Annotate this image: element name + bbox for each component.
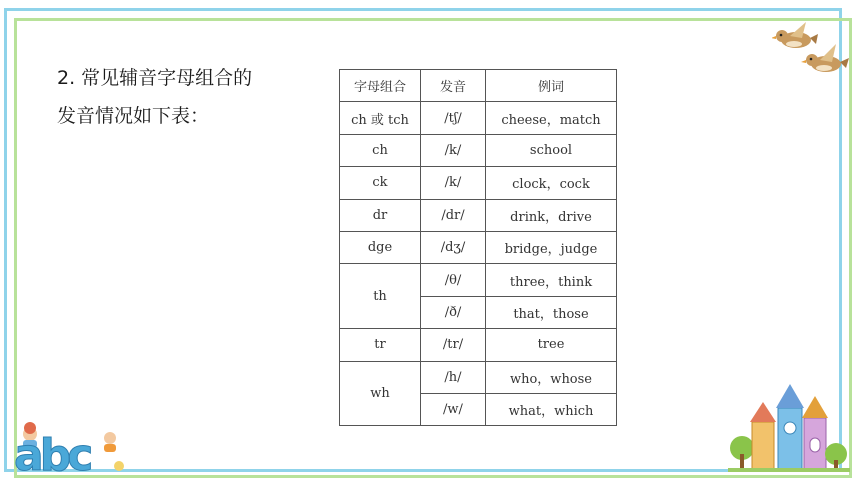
examples-cell: drink，drive — [486, 199, 617, 231]
examples-cell: tree — [486, 329, 617, 361]
table-row — [340, 329, 617, 361]
examples-cell: what，which — [486, 393, 617, 425]
section-heading — [57, 59, 252, 135]
examples-cell: clock，cock — [486, 167, 617, 199]
castle-icon — [728, 378, 850, 474]
heading-line-1: 2. 常见辅音字母组合的 — [57, 67, 253, 89]
phonics-table — [339, 69, 617, 426]
sound-cell: /w/ — [421, 393, 486, 425]
table-row — [340, 102, 617, 134]
examples-cell: three，think — [486, 264, 617, 296]
table-row — [340, 264, 617, 296]
header-sound: 发音 — [421, 70, 486, 102]
heading-line-2: 发音情况如下表： — [57, 105, 210, 127]
examples-cell: that，those — [486, 296, 617, 328]
abc-letters-icon — [14, 418, 126, 474]
table-header-row — [340, 70, 617, 102]
sound-cell: /h/ — [421, 361, 486, 393]
abc-text: abc — [14, 430, 90, 474]
header-examples: 例词 — [486, 70, 617, 102]
header-combo: 字母组合 — [340, 70, 421, 102]
table-row — [340, 361, 617, 393]
combo-cell: wh — [340, 361, 421, 426]
table-row — [340, 167, 617, 199]
examples-cell: bridge，judge — [486, 231, 617, 263]
combo-cell: dr — [340, 199, 421, 231]
birds-icon — [772, 14, 852, 84]
sound-cell: /dʒ/ — [421, 231, 486, 263]
sound-cell: /tr/ — [421, 329, 486, 361]
examples-cell: who，whose — [486, 361, 617, 393]
combo-cell: ch — [340, 134, 421, 166]
sound-cell: /k/ — [421, 167, 486, 199]
examples-cell: school — [486, 134, 617, 166]
bird-2 — [801, 44, 849, 72]
sound-cell: /θ/ — [421, 264, 486, 296]
sound-cell: /ð/ — [421, 296, 486, 328]
table-row — [340, 199, 617, 231]
bird-1 — [772, 22, 818, 48]
sound-cell: /dr/ — [421, 199, 486, 231]
table-row — [340, 134, 617, 166]
combo-cell: ch 或 tch — [340, 102, 421, 134]
combo-cell: tr — [340, 329, 421, 361]
combo-cell: dge — [340, 231, 421, 263]
combo-cell: th — [340, 264, 421, 329]
combo-cell: ck — [340, 167, 421, 199]
table-row — [340, 231, 617, 263]
sound-cell: /k/ — [421, 134, 486, 166]
examples-cell: cheese，match — [486, 102, 617, 134]
sound-cell: /tʃ/ — [421, 102, 486, 134]
